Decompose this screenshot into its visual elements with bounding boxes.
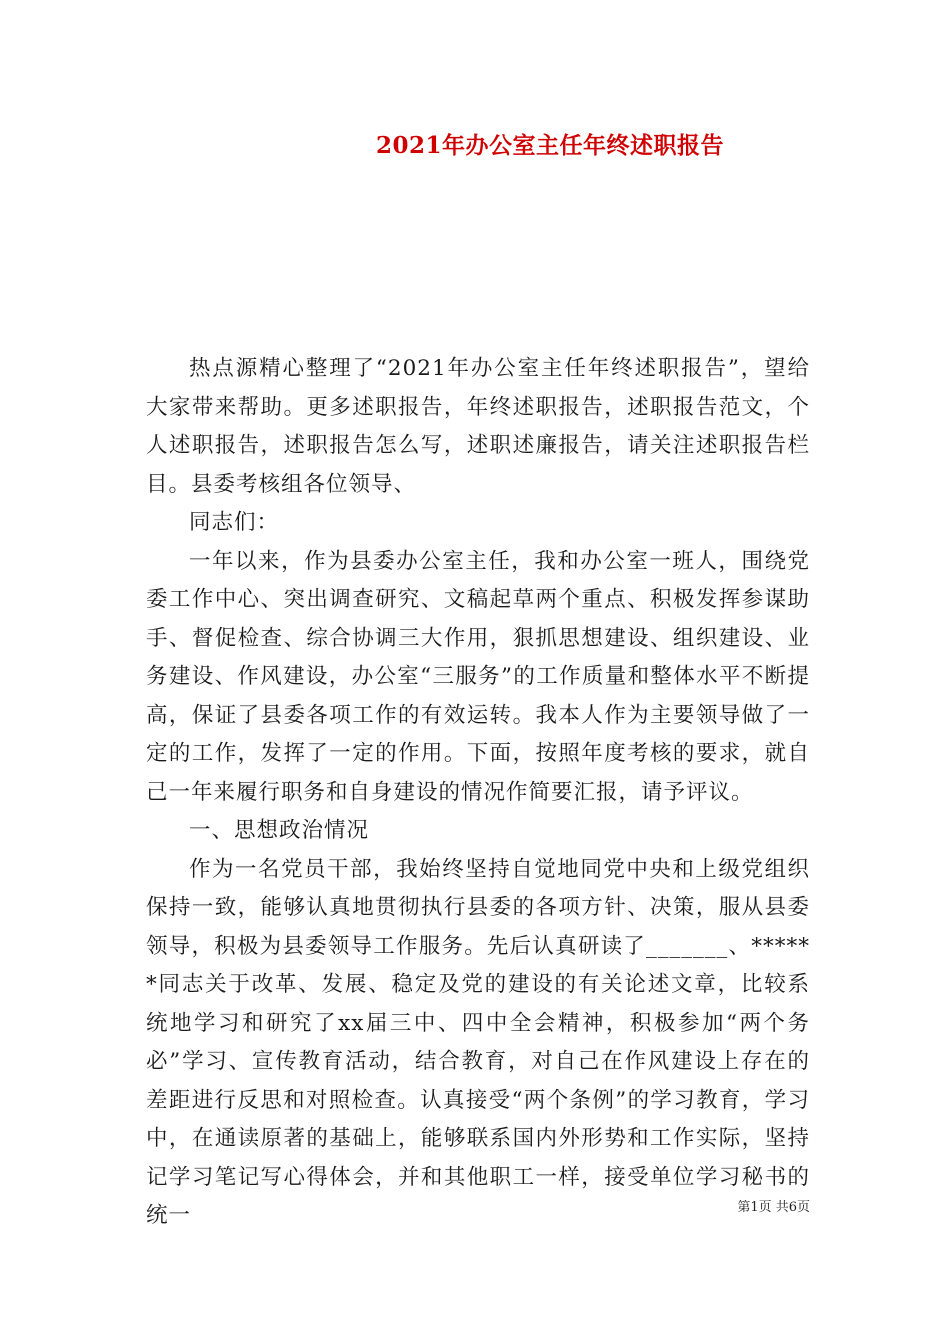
salutation-paragraph: 同志们：	[189, 510, 280, 535]
overview-paragraph: 一年以来，作为县委办公室主任，我和办公室一班人，围绕党委工作中心、突出调查研究、文稿起草两个重点、积极发挥参谋助手、督促检查、综合协调三大作用，狠抓思想建设、组织建设、业务建设、作风建设，办公室“三服务”的工作质量和整体水平不断提高，保证了县委各项工作的有效运转。我本人作为主要领导做了一定的工作，发挥了一定的作用。下面，按照年度考核的要求，就自己一年来履行职务和自身建设的情况作简要汇报，请予评议。	[146, 548, 810, 805]
section-heading: 一、思想政治情况	[189, 818, 370, 843]
document-title: 2021年办公室主任年终述职报告	[375, 132, 724, 159]
section-paragraph: 作为一名党员干部，我始终坚持自觉地同党中央和上级党组织保持一致，能够认真地贯彻执行县委的各项方针、决策，服从县委领导，积极为县委领导工作服务。先后认真研读了_______、******同志关于改革、发展、稳定及党的建设的有关论述文章，比较系统地学习和研究了xx届三中、四中全会精神，积极参加“两个务必”学习、宣传教育活动，结合教育，对自己在作风建设上存在的差距进行反思和对照检查。认真接受“两个条例”的学习教育，学习中，在通读原著的基础上，能够联系国内外形势和工作实际，坚持记学习笔记写心得体会，并和其他职工一样，接受单位学习秘书的统一	[146, 856, 810, 1228]
intro-paragraph: 热点源精心整理了“2021年办公室主任年终述职报告”，望给大家带来帮助。更多述职报告，年终述职报告，述职报告范文，个人述职报告，述职报告怎么写，述职述廉报告，请关注述职报告栏目。县委考核组各位领导、	[146, 356, 810, 497]
page-number: 第1页 共6页	[737, 1200, 810, 1215]
document-body	[146, 350, 810, 1236]
